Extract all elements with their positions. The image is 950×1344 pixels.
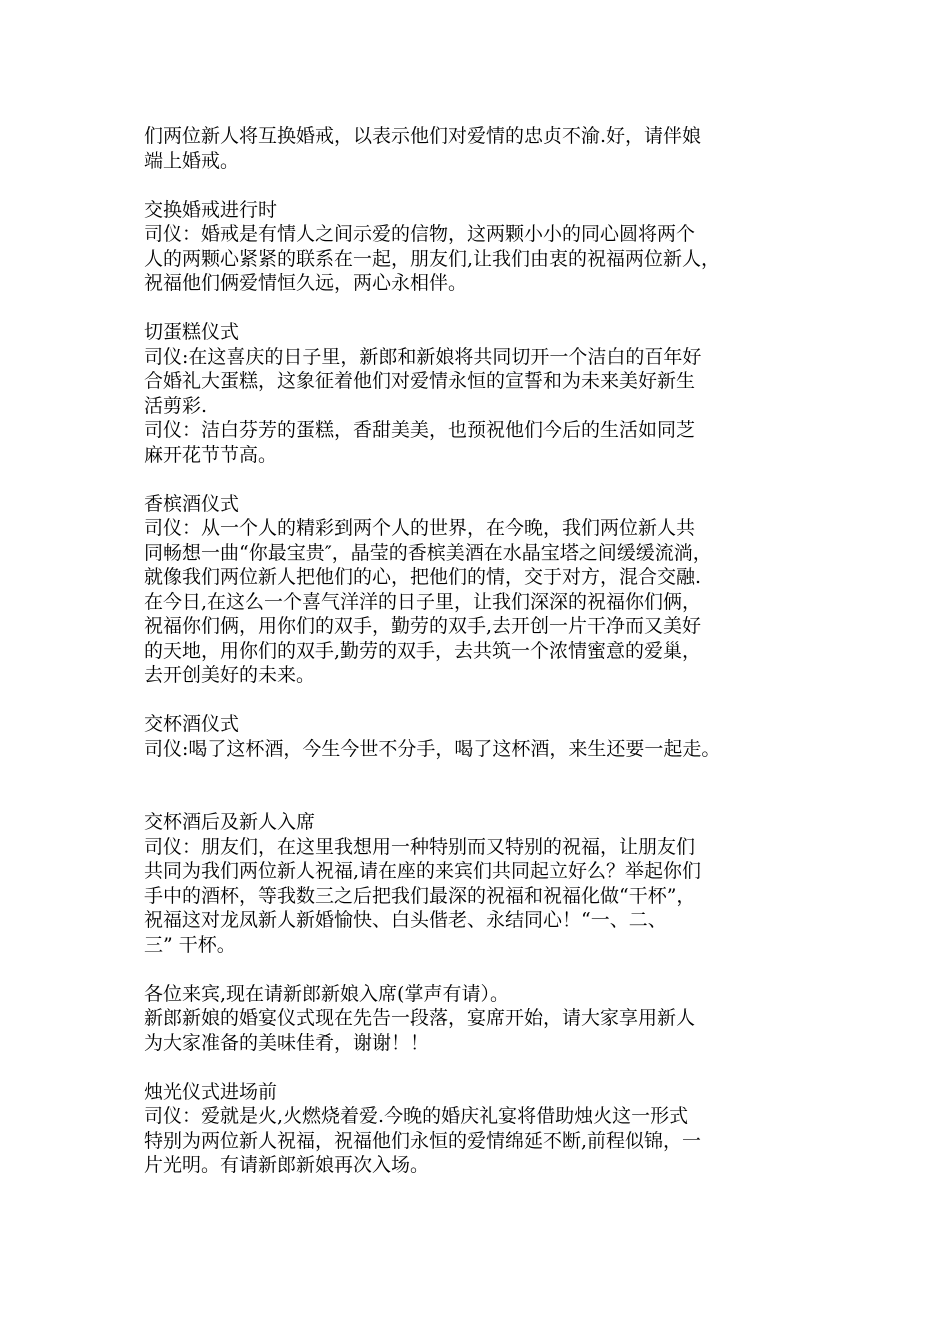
section-cake-cutting (144, 320, 834, 467)
section-champagne (144, 492, 834, 688)
text-line: 为大家准备的美味佳肴，谢谢！！ (144, 1031, 430, 1054)
text-line: 司仪：朋友们，在这里我想用一种特别而又特别的祝福，让朋友们 (144, 835, 696, 858)
text-line: 们两位新人将互换婚戒，以表示他们对爱情的忠贞不渝.好，请伴娘 (144, 125, 702, 147)
document-body (144, 124, 834, 1178)
text-line: 新郎新娘的婚宴仪式现在先告一段落，宴席开始，请大家享用新人 (144, 1007, 696, 1029)
text-line: 片光明。有请新郎新娘再次入场。 (144, 1154, 430, 1176)
text-line: 司仪：爱就是火,火燃烧着爱.今晚的婚庆礼宴将借助烛火这一形式 (144, 1105, 689, 1127)
section-heading: 交杯酒仪式 (144, 713, 240, 735)
paragraph-ring-exchange-intro (144, 124, 834, 173)
text-line: 在今日,在这么一个喜气洋洋的日子里，让我们深深的祝福你们俩， (144, 590, 702, 613)
text-line: 特别为两位新人祝福，祝福他们永恒的爱情绵延不断,前程似锦，一 (144, 1129, 702, 1152)
text-line: 三” 干杯。 (144, 933, 236, 956)
text-line: 司仪：婚戒是有情人之间示爱的信物，这两颗小小的同心圆将两个 (144, 223, 696, 245)
text-line: 各位来宾,现在请新郎新娘入席(掌声有请）。 (144, 982, 509, 1005)
section-candlelight (144, 1080, 834, 1178)
text-line: 祝福这对龙凤新人新婚愉快、白头偕老、永结同心！“一、二、 (144, 909, 667, 931)
section-heading: 交换婚戒进行时 (144, 198, 278, 221)
text-line: 祝福他们俩爱情恒久远，两心永相伴。 (144, 272, 468, 294)
text-line: 去开创美好的未来。 (144, 664, 316, 686)
section-heading: 烛光仪式进场前 (144, 1080, 278, 1103)
section-heading: 香槟酒仪式 (144, 492, 240, 515)
section-heading: 交杯酒后及新人入席 (144, 811, 316, 833)
text-line: 端上婚戒。 (144, 149, 240, 172)
text-line: 麻开花节节高。 (144, 443, 278, 466)
text-line: 的天地，用你们的双手,勤劳的双手，去共筑一个浓情蜜意的爱巢， (144, 639, 702, 662)
text-line: 同畅想一曲“你最宝贵″，晶莹的香槟美酒在水晶宝塔之间缓缓流淌， (144, 541, 712, 564)
text-line: 祝福你们俩，用你们的双手，勤劳的双手,去开创一片干净而又美好 (144, 615, 702, 637)
text-line: 活剪彩. (144, 394, 208, 417)
text-line: 合婚礼大蛋糕，这象征着他们对爱情永恒的宣誓和为未来美好新生 (144, 370, 696, 392)
text-line: 共同为我们两位新人祝福,请在座的来宾们共同起立好么？举起你们 (144, 860, 702, 882)
section-cross-cup-wine (144, 712, 834, 761)
section-ring-exchange (144, 198, 834, 296)
text-line: 人的两颗心紧紧的联系在一起，朋友们,让我们由衷的祝福两位新人， (144, 247, 721, 270)
paragraph-banquet-start (144, 982, 834, 1056)
text-line: 司仪:喝了这杯酒，今生今世不分手，喝了这杯酒，来生还要一起走。 (144, 737, 721, 760)
text-line: 司仪：从一个人的精彩到两个人的世界，在今晚，我们两位新人共 (144, 517, 696, 539)
text-line: 手中的酒杯，等我数三之后把我们最深的祝福和祝福化做“干杯”， (144, 884, 696, 907)
text-line: 就像我们两位新人把他们的心，把他们的情，交于对方，混合交融. (144, 566, 702, 588)
text-line: 司仪：洁白芬芳的蛋糕，香甜美美，也预祝他们今后的生活如同芝 (144, 419, 696, 441)
section-after-wine-seating (144, 810, 834, 957)
section-heading: 切蛋糕仪式 (144, 321, 240, 343)
text-line: 司仪:在这喜庆的日子里，新郎和新娘将共同切开一个洁白的百年好 (144, 345, 702, 368)
